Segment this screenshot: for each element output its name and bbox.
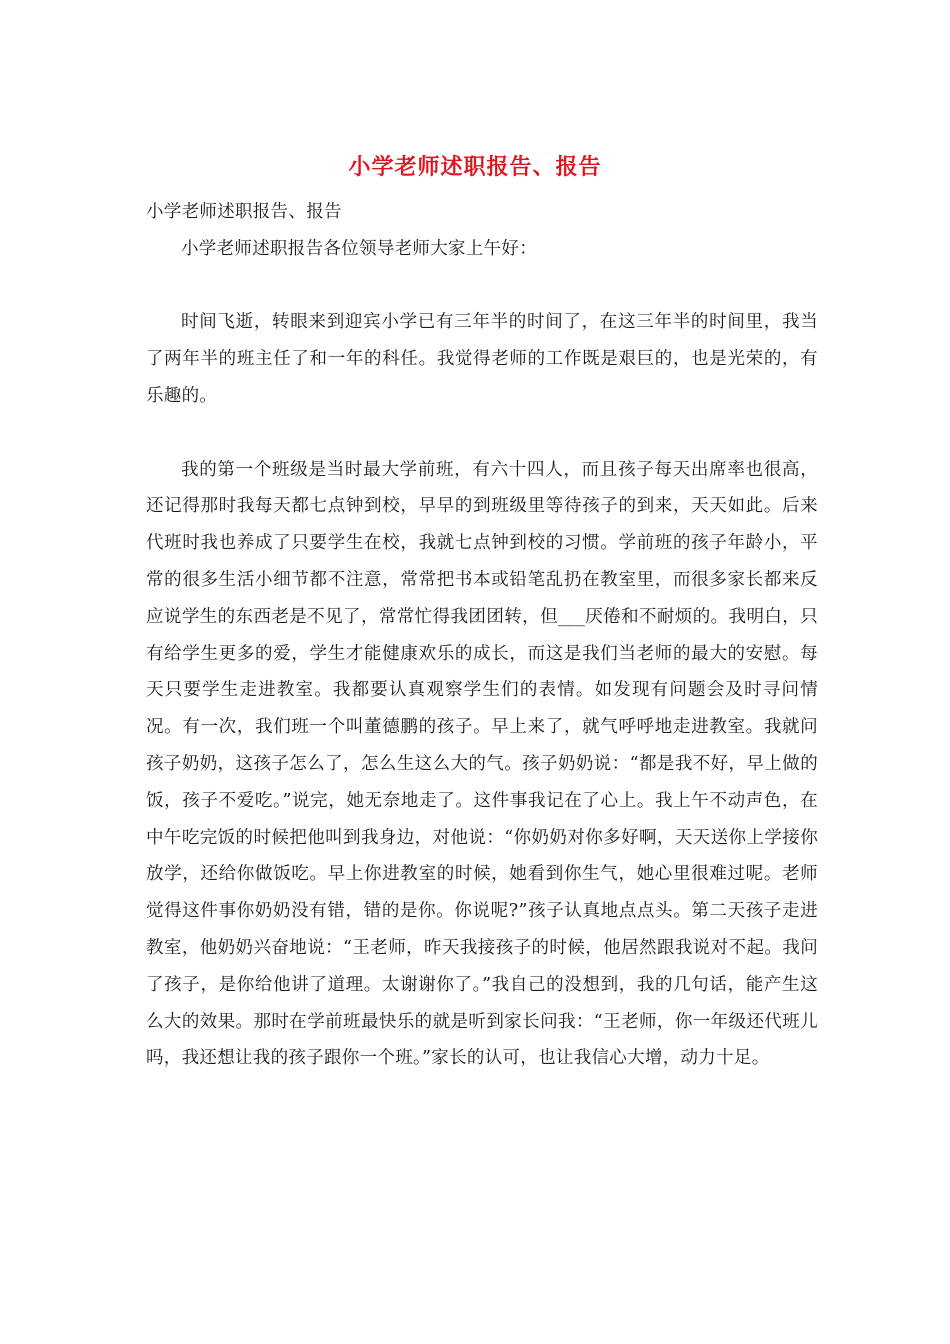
- document-body: [146, 194, 818, 1077]
- blank-line: [146, 268, 818, 305]
- document-subtitle: 小学老师述职报告、报告: [146, 202, 342, 222]
- document-title: 小学老师述职报告、报告: [348, 154, 602, 180]
- greeting-line: 小学老师述职报告各位领导老师大家上午好：: [181, 238, 537, 259]
- blank-line: [146, 415, 818, 452]
- paragraph-2: 我的第一个班级是当时最大学前班，有六十四人，而且孩子每天出席率也很高，还记得那时我每天都七点钟到校，早早的到班级里等待孩子的到来，天天如此。后来代班时我也养成了只要学生在校，我就七点钟到校的习惯。学前班的孩子年龄小，平常的很多生活小细节都不注意，常常把书本或铅笔乱扔在教室里，而很多家长都来反应说学生的东西老是不见了，常常忙得我团团转，但___厌倦和不耐烦的。我明白，只有给学生更多的爱，学生才能健康欢乐的成长，而这是我们当老师的最大的安慰。每天只要学生走进教室。我都要认真观察学生们的表情。如发现有问题会及时寻问情况。有一次，我们班一个叫董德鹏的孩子。早上来了，就气呼呼地走进教室。我就问孩子奶奶，这孩子怎么了，怎么生这么大的气。孩子奶奶说：“都是我不好，早上做的饭，孩子不爱吃。”说完，她无奈地走了。这件事我记在了心上。我上午不动声色，在中午吃完饭的时候把他叫到我身边，对他说：“你奶奶对你多好啊，天天送你上学接你放学，还给你做饭吃。早上你进教室的时候，她看到你生气，她心里很难过呢。老师觉得这件事你奶奶没有错，错的是你。你说呢?”孩子认真地点点头。第二天孩子走进教室，他奶奶兴奋地说：“王老师，昨天我接孩子的时候，他居然跟我说对不起。我问了孩子，是你给他讲了道理。太谢谢你了。”我自己的没想到，我的几句话，能产生这么大的效果。那时在学前班最快乐的就是听到家长问我：“王老师，你一年级还代班儿吗，我还想让我的孩子跟你一个班。”家长的认可，也让我信心大增，动力十足。: [146, 459, 818, 1069]
- paragraph-1: 时间飞逝，转眼来到迎宾小学已有三年半的时间了，在这三年半的时间里，我当了两年半的班主任了和一年的科任。我觉得老师的工作既是艰巨的，也是光荣的，有乐趣的。: [146, 312, 818, 406]
